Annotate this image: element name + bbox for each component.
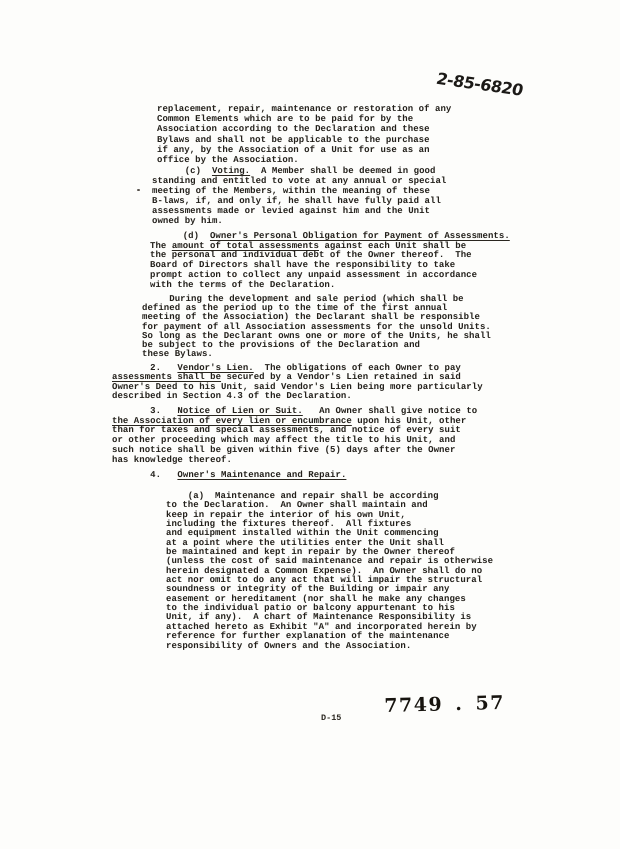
paragraph-notice-of-lien-or-suit: [112, 407, 477, 465]
text-line: [166, 642, 493, 651]
underlined-text: Voting.: [211, 166, 251, 176]
underlined-text: Owner's Personal Obligation for Payment of Assessments.: [209, 231, 510, 241]
text-segment: 3.: [112, 406, 178, 416]
text-segment: owned by him.: [152, 215, 223, 226]
text-segment: reference for further explanation of the maintenance: [166, 631, 450, 642]
text-segment: (d): [150, 231, 210, 241]
text-segment: be subject to the provisions of the Declaration and: [142, 340, 420, 351]
text-segment: attached hereto as Exhibit "A" and incorporated herein by: [166, 621, 477, 632]
paragraph-voting: [152, 167, 446, 226]
text-segment: or other proceeding which may affect the title to his Unit, and: [112, 435, 456, 446]
text-segment: Unit, if any). A chart of Maintenance Responsibility is: [166, 612, 472, 623]
text-segment: if any, by the Association of a Unit for use as an: [157, 144, 430, 155]
underlined-text: Owner's Maintenance and Repair.: [177, 470, 347, 480]
text-segment: to the individual patio or balcony appurtenant to his: [166, 603, 455, 614]
text-segment: Common Elements which are to be paid for by the: [157, 114, 414, 125]
text-segment: described in Section 4.3 of the Declaration.: [112, 391, 352, 402]
text-segment: (unless the cost of said maintenance and repair is otherwise: [166, 556, 494, 567]
text-line: [112, 392, 483, 401]
text-segment: such notice shall be given within five (5) days after the Owner: [112, 444, 456, 455]
text-segment: upon his Unit, other: [351, 415, 467, 426]
text-segment: act nor omit to do any act that will impair the structural: [166, 575, 483, 586]
text-line: [157, 145, 451, 155]
text-line: [157, 104, 451, 114]
text-line: [150, 281, 510, 291]
text-segment: An Owner shall give notice to: [302, 406, 478, 416]
paragraph-owners-maintenance-heading: [112, 471, 346, 481]
text-segment: (a) Maintenance and repair shall be according: [166, 491, 439, 501]
text-segment: standing and entitled to vote at any annual or special: [152, 175, 447, 186]
text-segment: soundness or integrity of the Building or impair any: [166, 584, 450, 595]
text-segment: The obligations of each Owner to pay: [253, 363, 461, 373]
text-segment: defined as the period up to the time of the first annual: [142, 303, 448, 314]
stamp-number: 7749 . 57: [384, 691, 506, 717]
text-segment: meeting of the Association) the Declarant shall be responsible: [142, 312, 480, 323]
paragraph-maintenance-subsection-a: [166, 492, 493, 651]
text-segment: 2.: [112, 363, 178, 373]
text-segment: B-laws, if, and only if, he shall have fully paid all: [152, 195, 441, 206]
page-number-label: D-15: [321, 713, 342, 723]
paragraph-during-period: [142, 295, 491, 359]
underlined-text: Notice of Lien or Suit.: [177, 406, 303, 416]
text-segment: including the fixtures thereof. All fixtures: [166, 519, 412, 530]
paragraph-intro: [157, 104, 451, 165]
text-line: [157, 155, 451, 165]
text-segment: responsibility of Owners and the Association.: [166, 640, 412, 651]
text-segment: A Member shall be deemed in good: [250, 166, 436, 176]
text-segment: has knowledge thereof.: [112, 454, 232, 465]
scan-speck: [137, 189, 140, 191]
text-segment: office by the Association.: [157, 155, 299, 166]
underlined-text: amount of total assessments: [171, 240, 319, 251]
text-segment: be maintained and kept in repair by the Owner thereof: [166, 547, 455, 558]
text-segment: at a point where the utilities enter the Unit shall: [166, 537, 444, 548]
text-line: [112, 456, 477, 466]
text-line: [157, 135, 451, 145]
text-segment: replacement, repair, maintenance or restoration of any: [157, 104, 452, 114]
text-line: [157, 114, 451, 124]
text-segment: these Bylaws.: [142, 349, 213, 360]
text-line: [157, 124, 451, 134]
text-segment: to the Declaration. An Owner shall maintain and: [166, 500, 428, 511]
text-segment: easement or hereditament (nor shall he make any changes: [166, 593, 466, 604]
text-segment: than for taxes and special assessments, and notice of every suit: [112, 425, 461, 436]
text-segment: meeting of the Members, within the meaning of these: [152, 185, 430, 196]
text-line: [112, 471, 346, 481]
underlined-text: assessments shall be: [112, 372, 222, 383]
text-segment: prompt action to collect any unpaid assessment in accordance: [150, 269, 478, 280]
text-segment: keep in repair the interior of his own Unit,: [166, 509, 406, 520]
text-segment: with the terms of the Declaration.: [150, 279, 336, 290]
text-segment: Association according to the Declaration and these: [157, 124, 430, 135]
underlined-text: Vendor's Lien.: [177, 363, 254, 373]
text-segment: So long as the Declarant owns one or more of the Units, he shall: [142, 330, 491, 341]
text-segment: assessments made or levied against him and the Unit: [152, 205, 430, 216]
underlined-text: the Association of every lien or encumbrance: [112, 415, 352, 426]
text-line: [142, 350, 491, 359]
text-segment: 4.: [112, 470, 178, 480]
text-segment: During the development and sale period (which shall be: [142, 294, 464, 304]
text-segment: herein designated a Common Expense). An Owner shall do no: [166, 565, 483, 576]
text-line: [152, 217, 446, 227]
handwritten-document-number: 2-85-6820: [434, 69, 525, 100]
paragraph-vendors-lien: [112, 364, 483, 402]
text-segment: (c): [152, 166, 212, 176]
text-segment: and equipment installed within the Unit commencing: [166, 528, 439, 539]
paragraph-owners-personal-obligation: [150, 232, 510, 290]
text-segment: against each Unit shall be: [319, 240, 467, 251]
text-segment: The: [150, 240, 172, 251]
text-segment: secured by a Vendor's Lien retained in said: [221, 372, 461, 383]
text-segment: the personal and individual debt of the Owner thereof. The: [150, 250, 472, 261]
text-segment: for payment of all Association assessments for the unsold Units.: [142, 321, 491, 332]
text-segment: Board of Directors shall have the responsibility to take: [150, 260, 456, 271]
text-segment: Bylaws and shall not be applicable to the purchase: [157, 134, 430, 145]
text-segment: Owner's Deed to his Unit, said Vendor's Lien being more particularly: [112, 381, 483, 392]
